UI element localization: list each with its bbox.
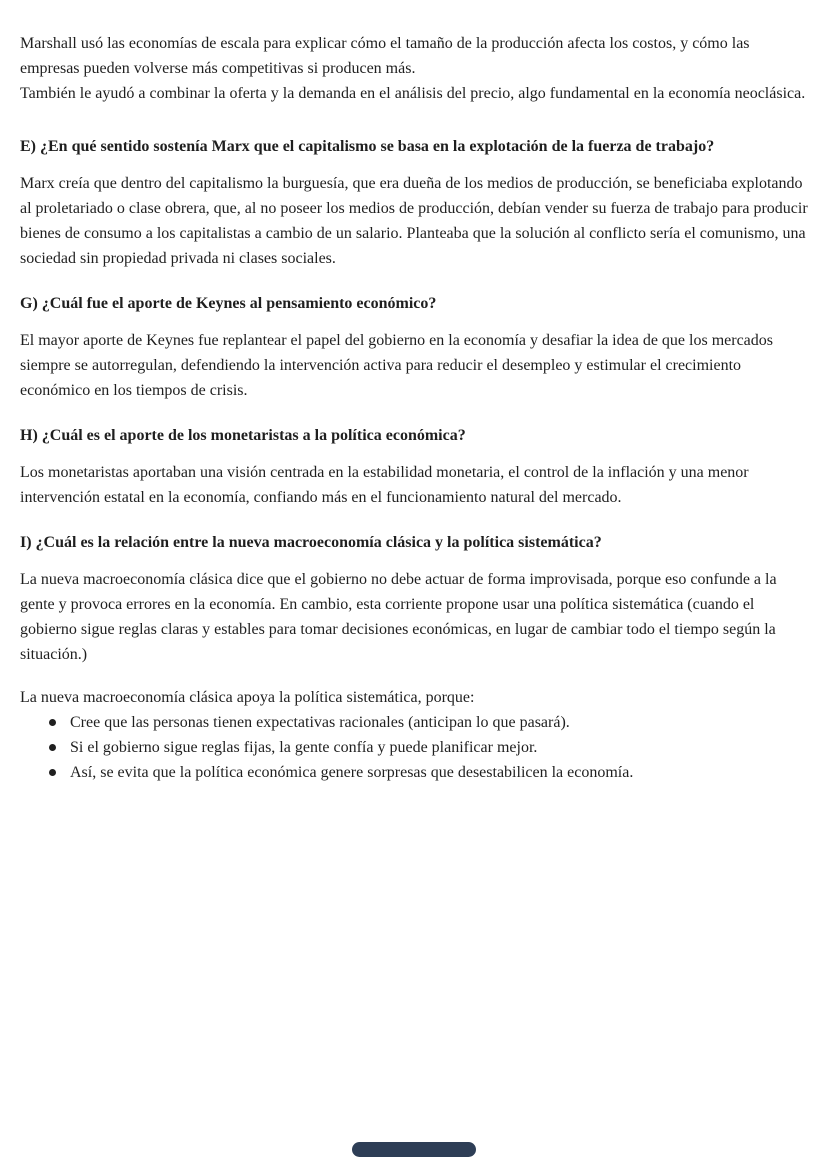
answer-paragraph-e: Marx creía que dentro del capitalismo la burguesía, que era dueña de los medios de producción, se beneficiaba explotando al proletariado o clase obrera, que, al no poseer los medios de producción, debían vender su fuerza de trabajo para producir bienes de consumo a los capitalistas a cambio de un salario. Planteaba que la solución al conflicto sería el comunismo, una sociedad sin propiedad privada ni clases sociales. <box>20 175 808 267</box>
intro-paragraph-1: Marshall usó las economías de escala para explicar cómo el tamaño de la producción afecta los costos, y cómo las empresas pueden volverse más competitivas si producen más. <box>20 35 750 77</box>
question-heading-h: H) ¿Cuál es el aporte de los monetaristas a la política económica? <box>20 427 466 444</box>
followup-paragraph: La nueva macroeconomía clásica apoya la política sistemática, porque: <box>20 689 475 706</box>
bullet-list <box>20 710 812 785</box>
bullet-icon <box>49 744 56 751</box>
bullet-text: Así, se evita que la política económica genere sorpresas que desestabilicen la economía. <box>70 764 634 781</box>
bullet-icon <box>49 769 56 776</box>
answer-paragraph-g: El mayor aporte de Keynes fue replantear el papel del gobierno en la economía y desafiar la idea de que los mercados siempre se autorregulan, defendiendo la intervención activa para reducir el desempleo y estimular el crecimiento económico en los tiempos de crisis. <box>20 332 774 399</box>
question-heading-g: G) ¿Cuál fue el aporte de Keynes al pensamiento económico? <box>20 295 437 312</box>
answer-paragraph-i: La nueva macroeconomía clásica dice que el gobierno no debe actuar de forma improvisada, porque eso confunde a la gente y provoca errores en la economía. En cambio, esta corriente propone usar una política sistemática (cuando el gobierno sigue reglas claras y estables para tomar decisiones económicas, en lugar de cambiar todo el tiempo según la situación.) <box>20 571 777 663</box>
intro-paragraph-2: También le ayudó a combinar la oferta y la demanda en el análisis del precio, algo fundamental en la economía neoclásica. <box>20 85 806 102</box>
list-item <box>20 710 812 735</box>
list-item <box>20 735 812 760</box>
question-heading-i: I) ¿Cuál es la relación entre la nueva macroeconomía clásica y la política sistemática? <box>20 534 602 551</box>
list-item <box>20 760 812 785</box>
question-heading-e: E) ¿En qué sentido sostenía Marx que el capitalismo se basa en la explotación de la fuerza de trabajo? <box>20 138 715 155</box>
bullet-icon <box>49 719 56 726</box>
bullet-text: Cree que las personas tienen expectativas racionales (anticipan lo que pasará). <box>70 714 570 731</box>
home-indicator[interactable] <box>352 1142 476 1157</box>
answer-paragraph-h: Los monetaristas aportaban una visión centrada en la estabilidad monetaria, el control de la inflación y una menor intervención estatal en la economía, confiando más en el funcionamiento natural del mercado. <box>20 464 749 506</box>
bullet-text: Si el gobierno sigue reglas fijas, la gente confía y puede planificar mejor. <box>70 739 538 756</box>
